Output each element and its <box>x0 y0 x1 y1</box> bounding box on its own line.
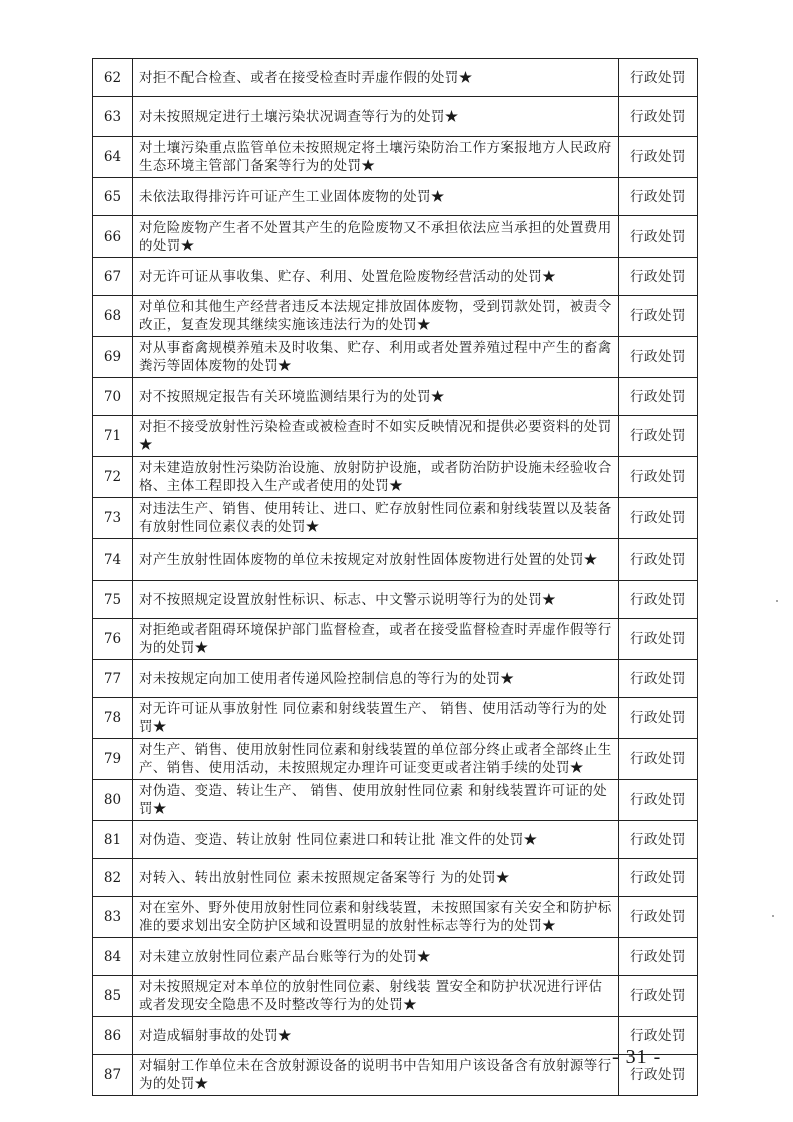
table-row <box>93 1017 698 1055</box>
row-item-text: 对无许可证从事收集、贮存、利用、处置危险废物经营活动的处罚★ <box>133 258 619 296</box>
row-number: 82 <box>93 859 133 897</box>
row-category: 行政处罚 <box>619 859 698 897</box>
table-row <box>93 821 698 859</box>
row-category: 行政处罚 <box>619 97 698 137</box>
row-item-text: 对未按照规定对本单位的放射性同位素、射线装 置安全和防护状况进行评估或者发现安全隐患不及时整改等行为的处罚★ <box>133 976 619 1017</box>
row-category: 行政处罚 <box>619 337 698 378</box>
penalty-items-table <box>92 58 698 1096</box>
row-item-text: 对拒不接受放射性污染检查或被检查时不如实反映情况和提供必要资料的处罚★ <box>133 416 619 457</box>
row-category: 行政处罚 <box>619 660 698 698</box>
row-item-text: 对生产、销售、使用放射性同位素和射线装置的单位部分终止或者全部终止生产、销售、使用活动，未按照规定办理许可证变更或者注销手续的处罚★ <box>133 739 619 780</box>
row-number: 63 <box>93 97 133 137</box>
row-category: 行政处罚 <box>619 780 698 821</box>
row-category: 行政处罚 <box>619 59 698 97</box>
row-number: 66 <box>93 216 133 258</box>
scan-speck <box>772 915 774 917</box>
table-row <box>93 938 698 976</box>
row-number: 80 <box>93 780 133 821</box>
table-row <box>93 416 698 457</box>
row-number: 87 <box>93 1055 133 1096</box>
row-item-text: 对伪造、变造、转让生产、 销售、使用放射性同位素 和射线装置许可证的处罚★ <box>133 780 619 821</box>
row-item-text: 对转入、转出放射性同位 素未按照规定备案等行 为的处罚★ <box>133 859 619 897</box>
table-row <box>93 859 698 897</box>
table-row <box>93 739 698 780</box>
row-item-text: 对辐射工作单位未在含放射源设备的说明书中告知用户该设备含有放射源等行为的处罚★ <box>133 1055 619 1096</box>
row-category: 行政处罚 <box>619 258 698 296</box>
row-category: 行政处罚 <box>619 296 698 337</box>
table-row <box>93 137 698 178</box>
table-row <box>93 698 698 739</box>
row-item-text: 对土壤污染重点监管单位未按照规定将土壤污染防治工作方案报地方人民政府生态环境主管部门备案等行为的处罚★ <box>133 137 619 178</box>
page-number: - 31 - <box>612 1046 662 1068</box>
row-number: 72 <box>93 457 133 498</box>
table-row <box>93 59 698 97</box>
row-category: 行政处罚 <box>619 1055 698 1096</box>
row-item-text: 对不按照规定报告有关环境监测结果行为的处罚★ <box>133 378 619 416</box>
row-category: 行政处罚 <box>619 457 698 498</box>
row-category: 行政处罚 <box>619 378 698 416</box>
row-item-text: 对在室外、野外使用放射性同位素和射线装置，未按照国家有关安全和防护标准的要求划出安全防护区域和设置明显的放射性标志等行为的处罚★ <box>133 897 619 938</box>
scan-speck <box>776 600 778 602</box>
row-category: 行政处罚 <box>619 178 698 216</box>
row-category: 行政处罚 <box>619 897 698 938</box>
table-row <box>93 97 698 137</box>
row-category: 行政处罚 <box>619 1017 698 1055</box>
row-number: 85 <box>93 976 133 1017</box>
table-row <box>93 296 698 337</box>
row-number: 65 <box>93 178 133 216</box>
row-item-text: 对未按照规定进行土壤污染状况调查等行为的处罚★ <box>133 97 619 137</box>
row-item-text: 对拒不配合检查、或者在接受检查时弄虚作假的处罚★ <box>133 59 619 97</box>
table-row <box>93 780 698 821</box>
row-item-text: 对危险废物产生者不处置其产生的危险废物又不承担依法应当承担的处置费用的处罚★ <box>133 216 619 258</box>
row-item-text: 对伪造、变造、转让放射 性同位素进口和转让批 准文件的处罚★ <box>133 821 619 859</box>
table-row <box>93 581 698 619</box>
row-number: 83 <box>93 897 133 938</box>
table-row <box>93 619 698 660</box>
table-body <box>93 59 698 1096</box>
table-row <box>93 498 698 539</box>
row-number: 73 <box>93 498 133 539</box>
table-row <box>93 660 698 698</box>
row-category: 行政处罚 <box>619 698 698 739</box>
table-row <box>93 258 698 296</box>
row-item-text: 对从事畜禽规模养殖未及时收集、贮存、利用或者处置养殖过程中产生的畜禽粪污等固体废物的处罚★ <box>133 337 619 378</box>
row-item-text: 对未建造放射性污染防治设施、放射防护设施，或者防治防护设施未经验收合格、主体工程即投入生产或者使用的处罚★ <box>133 457 619 498</box>
row-category: 行政处罚 <box>619 416 698 457</box>
table-row <box>93 539 698 581</box>
row-item-text: 对无许可证从事放射性 同位素和射线装置生产、 销售、使用活动等行为的处罚★ <box>133 698 619 739</box>
table-row <box>93 378 698 416</box>
table-row <box>93 897 698 938</box>
row-category: 行政处罚 <box>619 739 698 780</box>
row-category: 行政处罚 <box>619 137 698 178</box>
row-number: 67 <box>93 258 133 296</box>
row-number: 78 <box>93 698 133 739</box>
row-category: 行政处罚 <box>619 821 698 859</box>
row-item-text: 对单位和其他生产经营者违反本法规定排放固体废物，受到罚款处罚，被责令改正，复查发现其继续实施该违法行为的处罚★ <box>133 296 619 337</box>
row-number: 75 <box>93 581 133 619</box>
row-number: 84 <box>93 938 133 976</box>
row-category: 行政处罚 <box>619 619 698 660</box>
row-item-text: 对未按规定向加工使用者传递风险控制信息的等行为的处罚★ <box>133 660 619 698</box>
table-row <box>93 1055 698 1096</box>
row-number: 86 <box>93 1017 133 1055</box>
row-item-text: 对不按照规定设置放射性标识、标志、中文警示说明等行为的处罚★ <box>133 581 619 619</box>
row-category: 行政处罚 <box>619 581 698 619</box>
table-row <box>93 976 698 1017</box>
row-number: 74 <box>93 539 133 581</box>
row-item-text: 对未建立放射性同位素产品台账等行为的处罚★ <box>133 938 619 976</box>
row-category: 行政处罚 <box>619 498 698 539</box>
row-number: 70 <box>93 378 133 416</box>
row-category: 行政处罚 <box>619 938 698 976</box>
row-item-text: 未依法取得排污许可证产生工业固体废物的处罚★ <box>133 178 619 216</box>
row-number: 81 <box>93 821 133 859</box>
row-item-text: 对违法生产、销售、使用转让、进口、贮存放射性同位素和射线装置以及装备有放射性同位素仪表的处罚★ <box>133 498 619 539</box>
table-row <box>93 457 698 498</box>
row-category: 行政处罚 <box>619 216 698 258</box>
table-row <box>93 337 698 378</box>
row-number: 79 <box>93 739 133 780</box>
row-number: 68 <box>93 296 133 337</box>
row-number: 62 <box>93 59 133 97</box>
table-row <box>93 178 698 216</box>
row-number: 69 <box>93 337 133 378</box>
row-item-text: 对造成辐射事故的处罚★ <box>133 1017 619 1055</box>
row-category: 行政处罚 <box>619 539 698 581</box>
row-item-text: 对拒绝或者阻碍环境保护部门监督检查，或者在接受监督检查时弄虚作假等行为的处罚★ <box>133 619 619 660</box>
table-row <box>93 216 698 258</box>
row-category: 行政处罚 <box>619 976 698 1017</box>
row-number: 77 <box>93 660 133 698</box>
row-item-text: 对产生放射性固体废物的单位未按规定对放射性固体废物进行处置的处罚★ <box>133 539 619 581</box>
row-number: 76 <box>93 619 133 660</box>
row-number: 64 <box>93 137 133 178</box>
row-number: 71 <box>93 416 133 457</box>
